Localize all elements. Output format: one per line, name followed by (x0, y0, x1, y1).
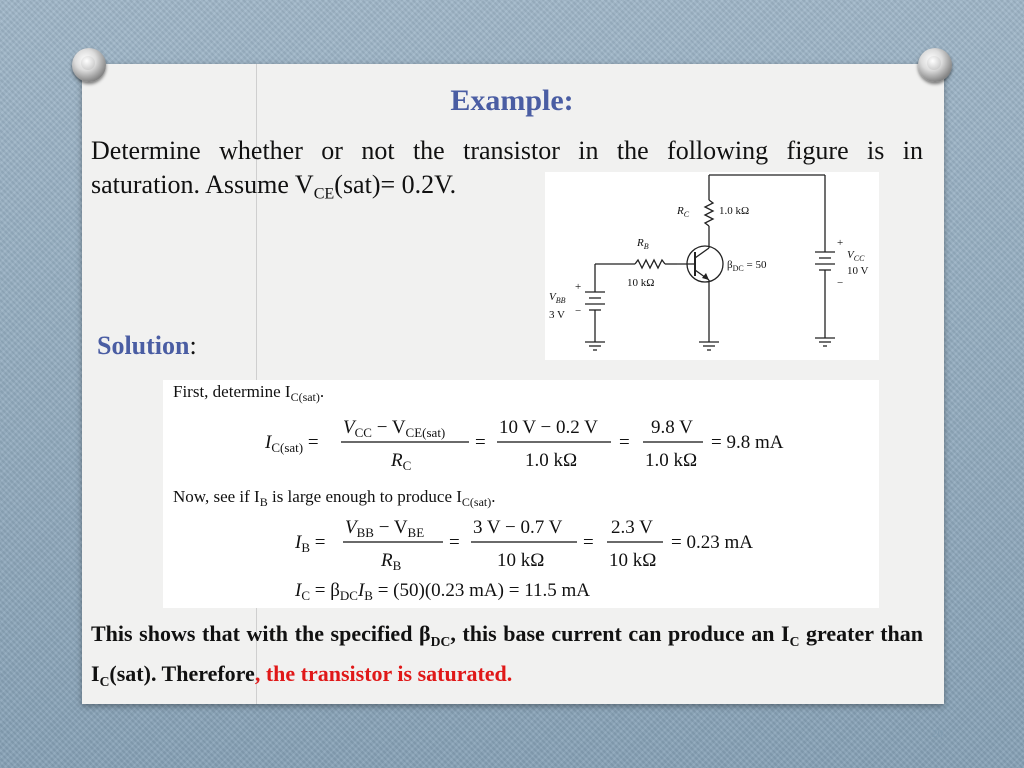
problem-word: Determine (91, 136, 201, 165)
step1-text: First, determine $I_{C(sat)}$. (173, 382, 325, 404)
vbb-value: 3 V (549, 309, 565, 321)
circuit-diagram (545, 172, 879, 360)
problem-word: in (578, 136, 599, 165)
beta-label: $\beta_{DC} = 50$ (727, 259, 767, 273)
slide-number: 20 (932, 728, 943, 740)
problem-word: transistor (463, 136, 560, 165)
eq1-den1: $R_C$ (391, 450, 412, 473)
svg-text:=: = (475, 432, 486, 453)
slide-title: Example: (450, 84, 574, 117)
pushpin-icon-right (918, 48, 952, 82)
problem-word: figure (786, 136, 849, 165)
problem-word: the (412, 136, 445, 165)
problem-word: not (361, 136, 395, 165)
problem-word: whether (219, 136, 303, 165)
solution-calculation-image (163, 380, 879, 608)
svg-text:=: = (583, 532, 594, 553)
solution-heading: Solution: (97, 331, 197, 360)
eq2-num3: 2.3 V (611, 517, 653, 538)
conclusion-highlight: , the transistor is saturated. (254, 660, 513, 686)
rc-value: 1.0 kΩ (719, 205, 750, 217)
eq2-num1: $V_{BB} - V_{BE}$ (345, 517, 425, 540)
problem-line-2: saturation. Assume $V_{CE}(sat)= 0.2V$. (91, 170, 457, 203)
vcc-minus: − (837, 277, 844, 289)
eq1-result: = 9.8 mA (711, 432, 784, 453)
eq2-den1: $R_B$ (381, 550, 402, 573)
rc-label: $R_C$ (677, 205, 690, 219)
svg-text:=: = (449, 532, 460, 553)
eq3: $I_C = \beta_{DC}I_B = (50)(0.23$ mA) = 11.5 mA (295, 580, 590, 603)
vcc-plus: + (837, 237, 844, 249)
problem-line-1 (91, 134, 923, 168)
vbb-minus: − (575, 305, 582, 317)
vcc-label: $V_{CC}$ (847, 249, 865, 263)
vbb-plus: + (575, 281, 582, 293)
svg-text:=: = (619, 432, 630, 453)
eq2-lhs: $I_B$ = (295, 532, 326, 555)
problem-word: or (321, 136, 343, 165)
eq2-result: = 0.23 mA (671, 532, 753, 553)
eq1-lhs: $I_{C(sat)}$ = (265, 432, 319, 455)
eq1-num3: 9.8 V (651, 417, 693, 438)
problem-word: in (902, 136, 923, 165)
rb-value: 10 kΩ (627, 277, 655, 289)
conclusion-text: This shows that with the specified $\beta_{DC}$, this base current can produce an $I_C$ greater than $I_C(sat)$. Therefore, the transistor is saturated. (91, 621, 924, 689)
eq1-den2: 1.0 kΩ (525, 450, 578, 471)
eq1-num2: 10 V − 0.2 V (499, 417, 598, 438)
problem-word: is (867, 136, 885, 165)
eq2-den3: 10 kΩ (609, 550, 657, 571)
vcc-value: 10 V (847, 265, 869, 277)
eq2-num2: 3 V − 0.7 V (473, 517, 563, 538)
step2-text: Now, see if $I_B$ is large enough to produce $I_{C(sat)}$. (173, 487, 496, 509)
eq1-num1: $V_{CC} - V_{CE(sat)}$ (343, 417, 446, 440)
pushpin-icon-left (72, 48, 106, 82)
rb-label: $R_B$ (637, 237, 649, 251)
problem-word: the (616, 136, 649, 165)
eq2-den2: 10 kΩ (497, 550, 545, 571)
problem-word: following (667, 136, 769, 165)
eq1-den3: 1.0 kΩ (645, 450, 698, 471)
vbb-label: $V_{BB}$ (549, 291, 566, 305)
